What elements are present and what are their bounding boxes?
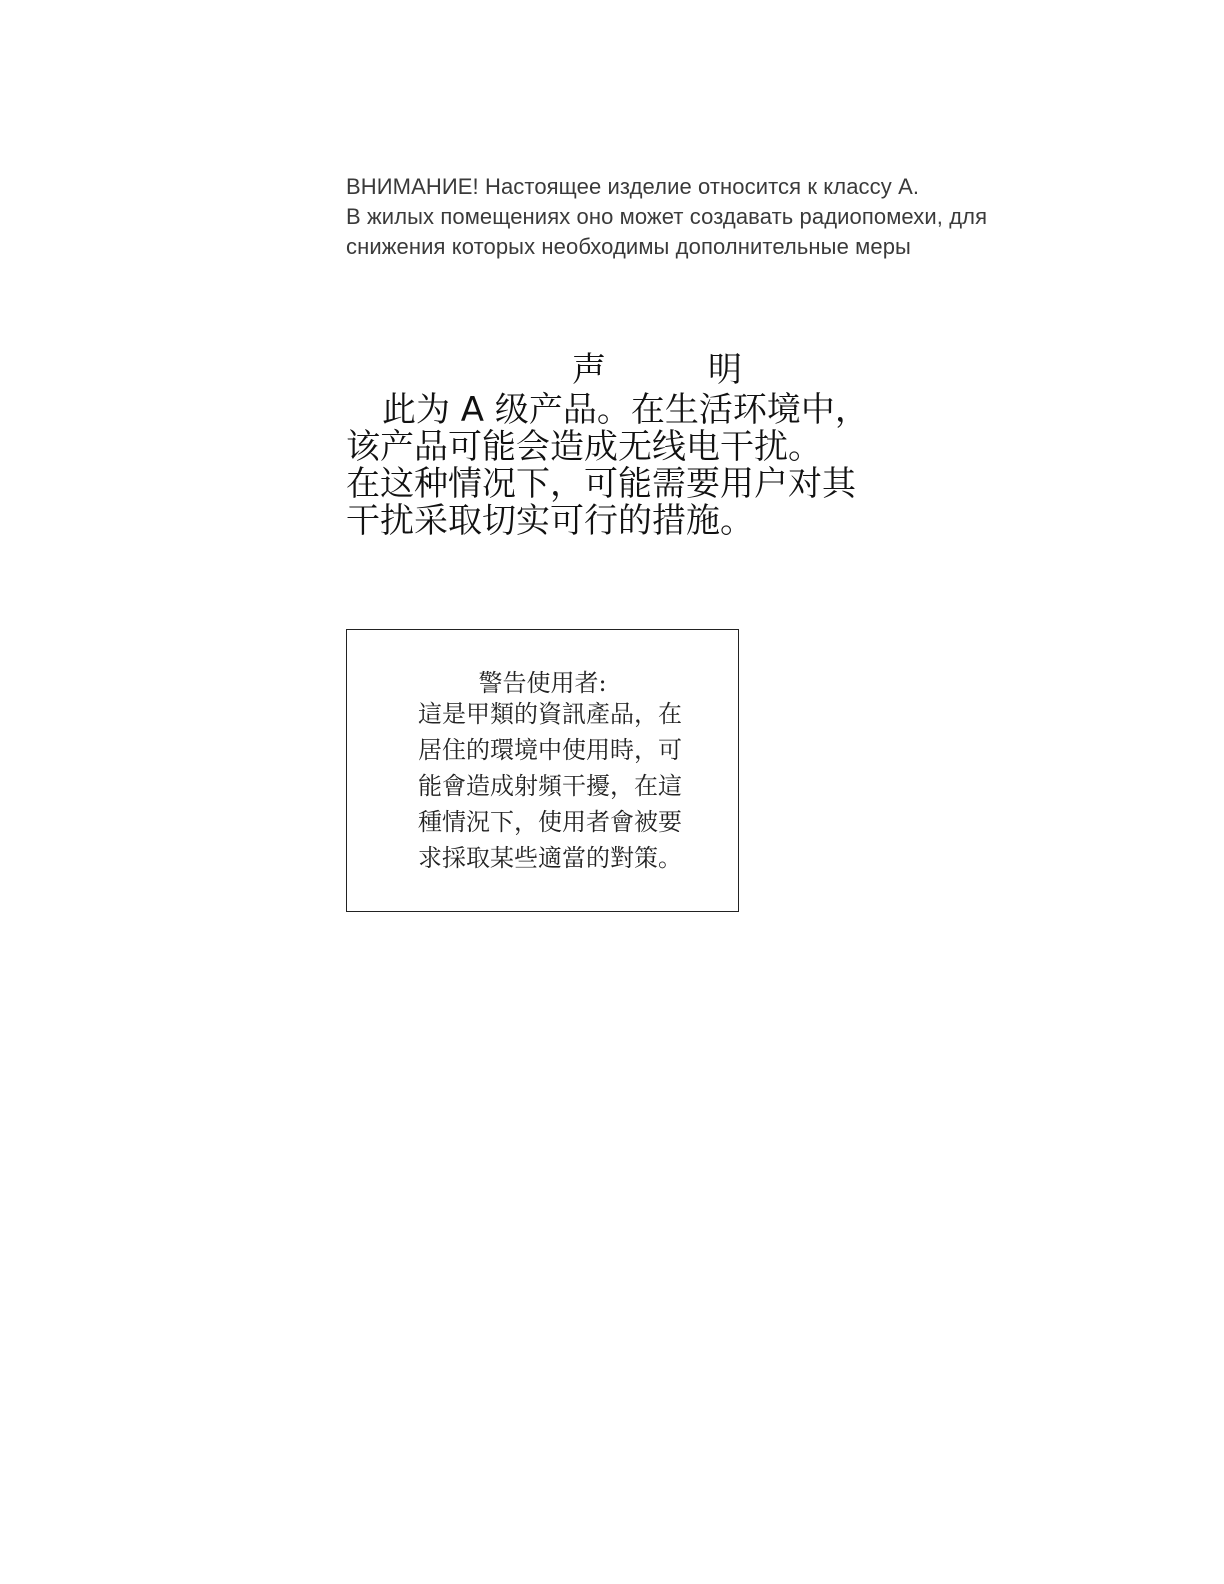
warning-line: 種情況下，使用者會被要 <box>418 808 682 836</box>
statement-title <box>346 350 966 390</box>
warning-line: 這是甲類的資訊產品，在 <box>418 700 682 728</box>
statement-line: 此为 A 级产品。在生活环境中， <box>382 390 869 430</box>
statement-body <box>346 392 966 540</box>
chinese-class-a-statement <box>346 350 966 540</box>
statement-title-char: 声 <box>572 350 606 390</box>
warning-line: 能會造成射頻干擾，在這 <box>418 772 682 800</box>
taiwan-warning-box <box>346 629 739 912</box>
russian-class-a-notice <box>346 172 1106 262</box>
warning-title: 警告使用者: <box>478 669 607 697</box>
statement-line: 干扰采取切实可行的措施。 <box>346 501 754 541</box>
ru-notice-line: ВНИМАНИЕ! Настоящее изделие относится к классу А. <box>346 174 920 199</box>
ru-notice-line: снижения которых необходимы дополнительные меры <box>346 234 911 259</box>
warning-body <box>390 696 710 876</box>
warning-line: 居住的環境中使用時，可 <box>418 736 682 764</box>
statement-line: 该产品可能会造成无线电干扰。 <box>346 427 822 467</box>
statement-line: 在这种情况下，可能需要用户对其 <box>346 464 856 504</box>
statement-title-char: 明 <box>708 350 742 390</box>
warning-line: 求採取某些適當的對策。 <box>418 844 682 872</box>
ru-notice-line: В жилых помещениях оно может создавать радиопомехи, для <box>346 204 988 229</box>
